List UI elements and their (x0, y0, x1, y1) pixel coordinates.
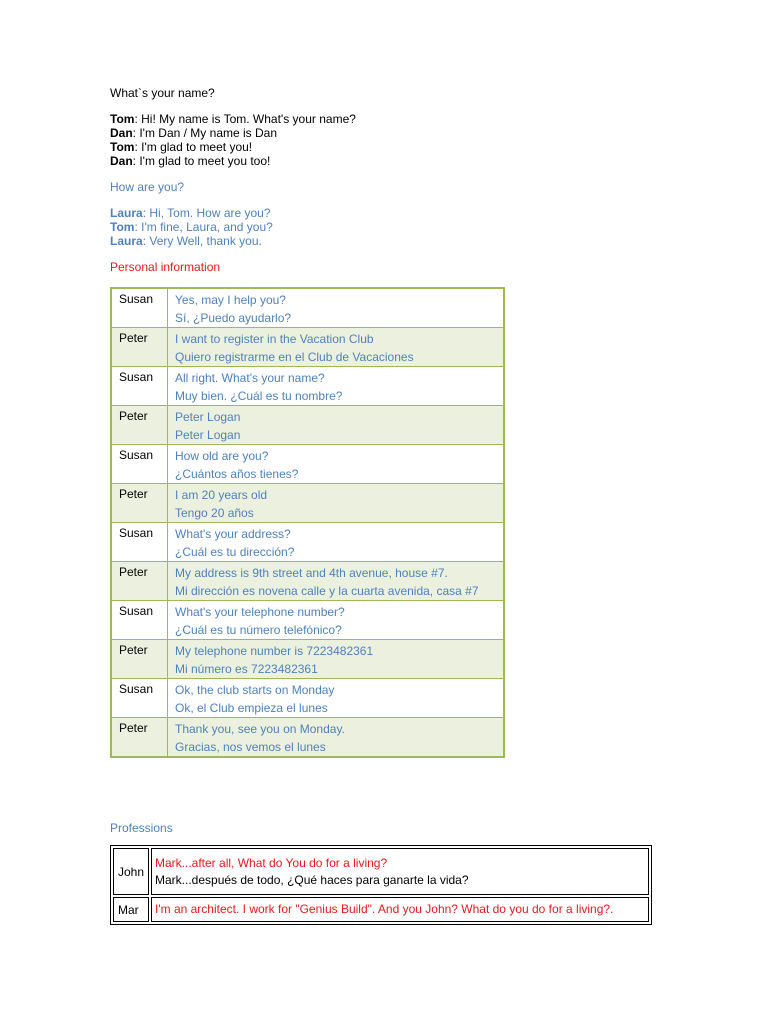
dialogue-line (110, 112, 356, 126)
speaker-cell: Mar (113, 897, 149, 922)
spanish-text: Tengo 20 años (175, 506, 254, 520)
dialogue-cell (168, 484, 505, 523)
speaker: Tom (110, 140, 135, 154)
english-text: Peter Logan (175, 410, 241, 424)
table-row (111, 288, 504, 328)
spanish-text: ¿Cuántos años tienes? (175, 467, 299, 481)
spanish-text: Peter Logan (175, 428, 241, 442)
section-title-how-are-you: How are you? (110, 180, 185, 194)
speaker-cell: Susan (111, 601, 168, 640)
dialogue-cell (168, 718, 505, 758)
table-row (111, 328, 504, 367)
line-text: : Hi! My name is Tom. What's your name? (134, 112, 356, 126)
dialogue-line (110, 234, 273, 248)
english-text: My telephone number is 7223482361 (175, 644, 374, 658)
dialogue-cell (168, 601, 505, 640)
english-text: What's your telephone number? (175, 605, 345, 619)
dialogue-line (110, 206, 273, 220)
english-text: I am 20 years old (175, 488, 268, 502)
dialogue-cell (168, 523, 505, 562)
speaker-cell: Susan (111, 288, 168, 328)
spanish-text: Mi dirección es novena calle y la cuarta avenida, casa #7 (175, 584, 479, 598)
speaker-cell: John (113, 848, 149, 895)
line-text: : Hi, Tom. How are you? (142, 206, 271, 220)
dialogue-cell (151, 848, 649, 895)
dialogue-cell (168, 288, 505, 328)
spanish-text: Mark...después de todo, ¿Qué haces para ganarte la vida? (155, 872, 469, 887)
dialogue-line (110, 126, 356, 140)
speaker-cell: Susan (111, 367, 168, 406)
speaker-cell: Susan (111, 523, 168, 562)
english-text: I'm an architect. I work for "Genius Build". And you John? What do you do for a living?. (155, 902, 614, 917)
line-text: : I'm Dan / My name is Dan (132, 126, 278, 140)
speaker: Laura (110, 234, 143, 248)
line-text: : I'm fine, Laura, and you? (134, 220, 273, 234)
personal-information-table (110, 287, 505, 758)
dialogue-line (110, 140, 356, 154)
spanish-text: Muy bien. ¿Cuál es tu nombre? (175, 389, 343, 403)
dialogue-cell (168, 640, 505, 679)
section-title-whats-your-name: What`s your name? (110, 86, 215, 100)
dialogue-cell (168, 679, 505, 718)
table-row (111, 679, 504, 718)
english-text: My address is 9th street and 4th avenue, house #7. (175, 566, 448, 580)
english-text: Yes, may I help you? (175, 293, 286, 307)
speaker-cell: Peter (111, 406, 168, 445)
english-text: How old are you? (175, 449, 269, 463)
dialogue-cell (168, 328, 505, 367)
spanish-text: Quiero registrarme en el Club de Vacaciones (175, 350, 414, 364)
speaker-cell: Peter (111, 718, 168, 758)
table-row (113, 848, 649, 895)
speaker-cell: Peter (111, 328, 168, 367)
dialogue-cell (168, 406, 505, 445)
line-text: : Very Well, thank you. (142, 234, 262, 248)
english-text: Ok, the club starts on Monday (175, 683, 335, 697)
professions-table (110, 845, 652, 925)
dialogue-line (110, 154, 356, 168)
table-row (111, 640, 504, 679)
speaker-cell: Peter (111, 562, 168, 601)
spanish-text: ¿Cuál es tu dirección? (175, 545, 295, 559)
speaker: Tom (110, 112, 135, 126)
spanish-text: Ok, el Club empieza el lunes (175, 701, 328, 715)
section-title-professions: Professions (110, 821, 173, 835)
english-text: All right. What's your name? (175, 371, 325, 385)
table-row (111, 523, 504, 562)
speaker-cell: Peter (111, 640, 168, 679)
speaker-cell: Peter (111, 484, 168, 523)
section-title-personal-information: Personal information (110, 260, 221, 274)
english-text: I want to register in the Vacation Club (175, 332, 374, 346)
line-text: : I'm glad to meet you! (134, 140, 253, 154)
dialogue-how-are-you (110, 206, 273, 248)
english-text: Thank you, see you on Monday. (175, 722, 345, 736)
table-row (111, 406, 504, 445)
speaker: Tom (110, 220, 135, 234)
table-row (113, 897, 649, 922)
dialogue-whats-your-name (110, 112, 356, 168)
spanish-text: Mi número es 7223482361 (175, 662, 318, 676)
table-row (111, 484, 504, 523)
table-row (111, 367, 504, 406)
spanish-text: Sí, ¿Puedo ayudarlo? (175, 311, 292, 325)
speaker: Dan (110, 154, 133, 168)
speaker: Dan (110, 126, 133, 140)
spanish-text: ¿Cuál es tu número telefónico? (175, 623, 342, 637)
english-text: Mark...after all, What do You do for a living? (155, 855, 388, 870)
table-row (111, 445, 504, 484)
spanish-text: Gracias, nos vemos el lunes (175, 740, 326, 754)
line-text: : I'm glad to meet you too! (132, 154, 271, 168)
dialogue-cell (168, 367, 505, 406)
table-row (111, 718, 504, 758)
dialogue-cell (168, 562, 505, 601)
speaker: Laura (110, 206, 143, 220)
speaker-cell: Susan (111, 679, 168, 718)
speaker-cell: Susan (111, 445, 168, 484)
table-row (111, 601, 504, 640)
dialogue-cell (151, 897, 649, 922)
dialogue-line (110, 220, 273, 234)
dialogue-cell (168, 445, 505, 484)
english-text: What's your address? (175, 527, 291, 541)
table-row (111, 562, 504, 601)
